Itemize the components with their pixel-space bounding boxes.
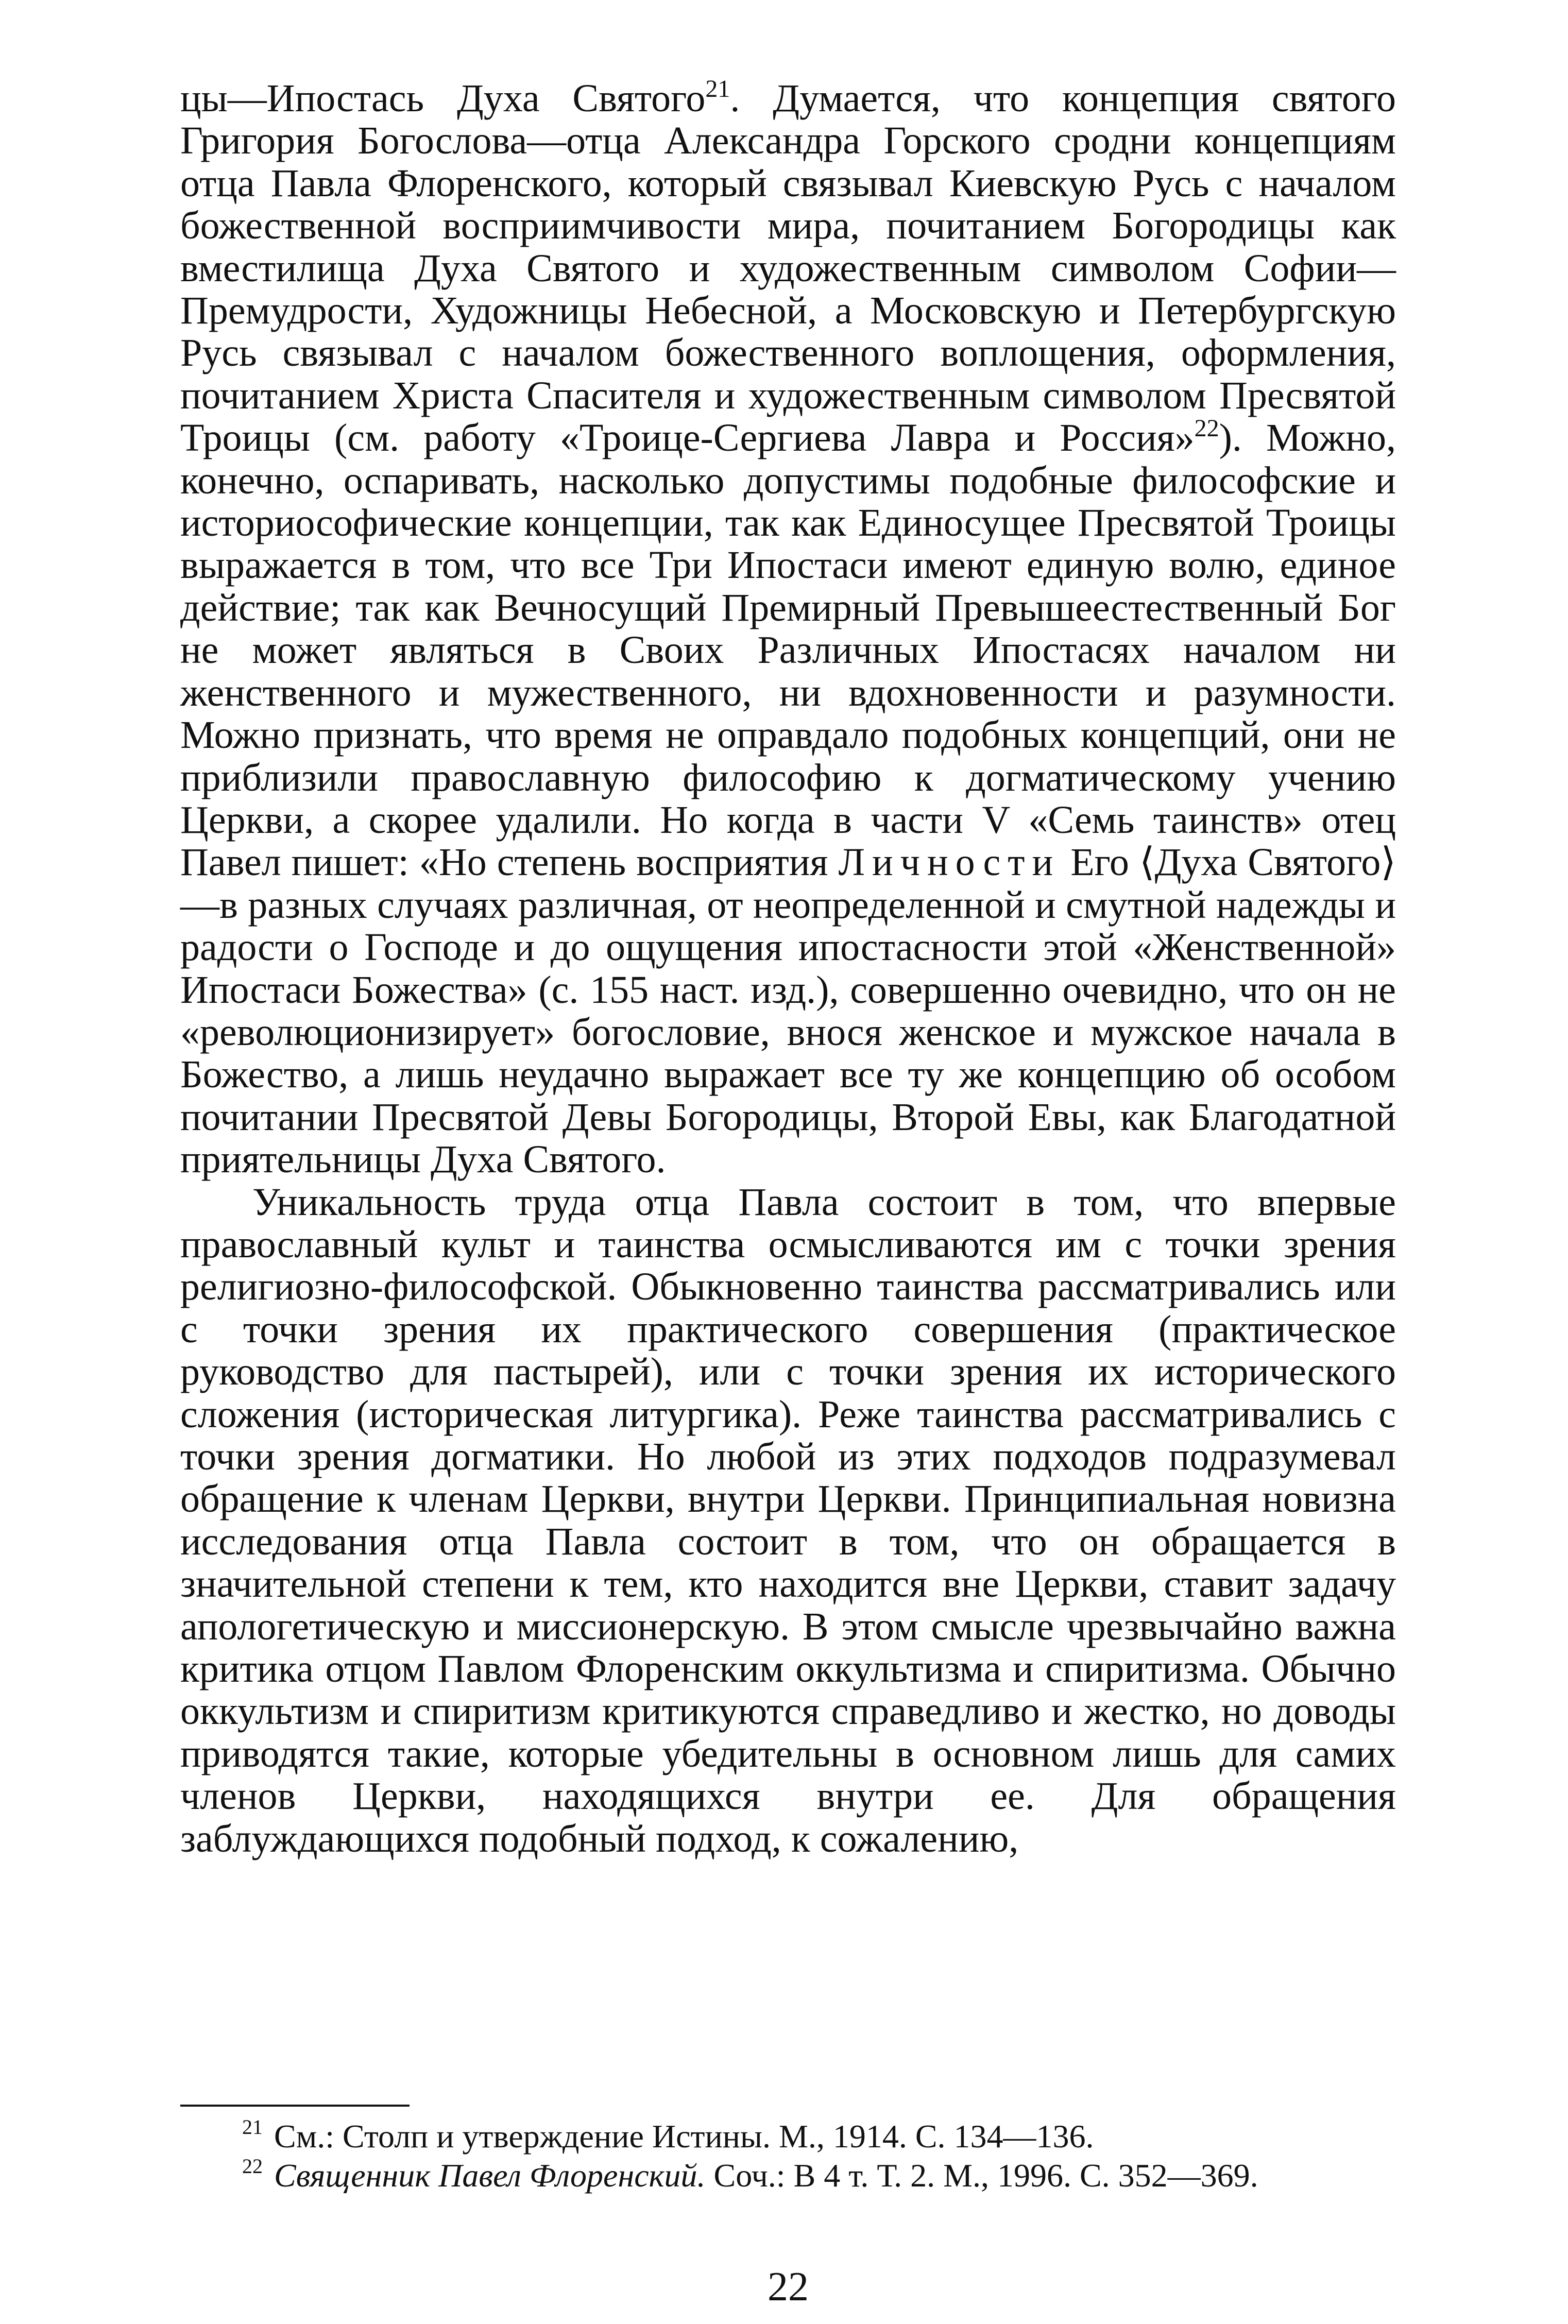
book-page bbox=[180, 75, 1396, 2310]
footnotes bbox=[180, 2117, 1396, 2195]
spaced-emphasis: Личности bbox=[838, 841, 1061, 884]
text-run: ). Можно, конечно, оспаривать, насколько допустимы подобные философские и историософические концепции, так как Единосущее Пресвятой Троицы выражается в том, что все Три Ипостаси имеют единую волю, единое действие; так как Вечносущий Премирный Превышеестественный Бог не может являться в Своих Различных Ипостасях началом ни женственного и мужественного, ни вдохновенности и разумности. Можно признать, что время не оправдало подобных концепций, они не приблизили православную философию к догматическому учению Церкви, а скорее удалили. Но когда в части V «Семь таинств» отец Павел пишет: «Но степень восприятия bbox=[180, 416, 1396, 884]
text-run: Уникальность труда отца Павла состоит в том, что впервые православный культ и таинства осмысливаются им с точки зрения религиозно-философской. Обыкновенно таинства рассматривались или с точки зрения их практического совершения (практическое руководство для пастырей), или с точки зрения их исторического сложения (историческая литургика). Реже таинства рассматривались с точки зрения догматики. Но любой из этих подходов подразумевал обращение к членам Церкви, внутри Церкви. Принципиальная новизна исследования отца Павла состоит в том, что он обращается в значительной степени к тем, кто находится вне Церкви, ставит задачу апологетическую и миссионерскую. В этом смысле чрезвычайно важна критика отцом Павлом Флоренским оккультизма и спиритизма. Обычно оккультизм и спиритизм критикуются справедливо и жестко, но доводы приводятся такие, которые убедительны в основном лишь для самих членов Церкви, находящихся внутри ее. Для обращения заблуждающихся подобный подход, к сожалению, bbox=[180, 1180, 1396, 1860]
footnote-text: Соч.: В 4 т. Т. 2. М., 1996. С. 352—369. bbox=[705, 2157, 1258, 2194]
text-run: . Думается, что концепция святого Григория Богослова—отца Александра Горского сродни концепциям отца Павла Флоренского, который связывал Киевскую Русь с началом божественной восприимчивости мира, почитанием Богородицы как вместилища Духа Святого и художественным символом Софии—Премудрости, Художницы Небесной, а Московскую и Петербургскую Русь связывал с началом божественного воплощения, оформления, почитанием Христа Спасителя и художественным символом Пресвятой Троицы (см. работу «Троице-Сергиева Лавра и Россия» bbox=[180, 77, 1396, 460]
footnote-22 bbox=[180, 2156, 1396, 2195]
footnote-separator bbox=[180, 2105, 410, 2107]
footnote-number: 21 bbox=[242, 2115, 263, 2139]
paragraph-1 bbox=[180, 77, 1396, 1181]
page-number: 22 bbox=[768, 2264, 809, 2310]
footnote-number: 22 bbox=[242, 2155, 263, 2178]
text-run: цы—Ипостась Духа Святого bbox=[180, 77, 706, 120]
footnote-author: Священник Павел Флоренский. bbox=[274, 2157, 706, 2194]
footnote-21 bbox=[180, 2117, 1396, 2156]
footnote-text: См.: Столп и утверждение Истины. М., 1914. С. 134—136. bbox=[274, 2118, 1094, 2155]
paragraph-2 bbox=[180, 1181, 1396, 1860]
footnote-ref-22[interactable]: 22 bbox=[1194, 415, 1219, 442]
footnote-ref-21[interactable]: 21 bbox=[705, 75, 730, 102]
text-run: Его ⟨Духа Святого⟩—в разных случаях различная, от неопределенной и смутной надежды и радости о Господе и до ощущения ипостасности этой «Женственной» Ипостаси Божества» (с. 155 наст. изд.), совершенно очевидно, что он не «революционизирует» богословие, внося женское и мужское начала в Божество, а лишь неудачно выражает все ту же концепцию об особом почитании Пресвятой Девы Богородицы, Второй Евы, как Благодатной приятельницы Духа Святого. bbox=[180, 841, 1396, 1182]
main-text bbox=[180, 77, 1396, 1860]
